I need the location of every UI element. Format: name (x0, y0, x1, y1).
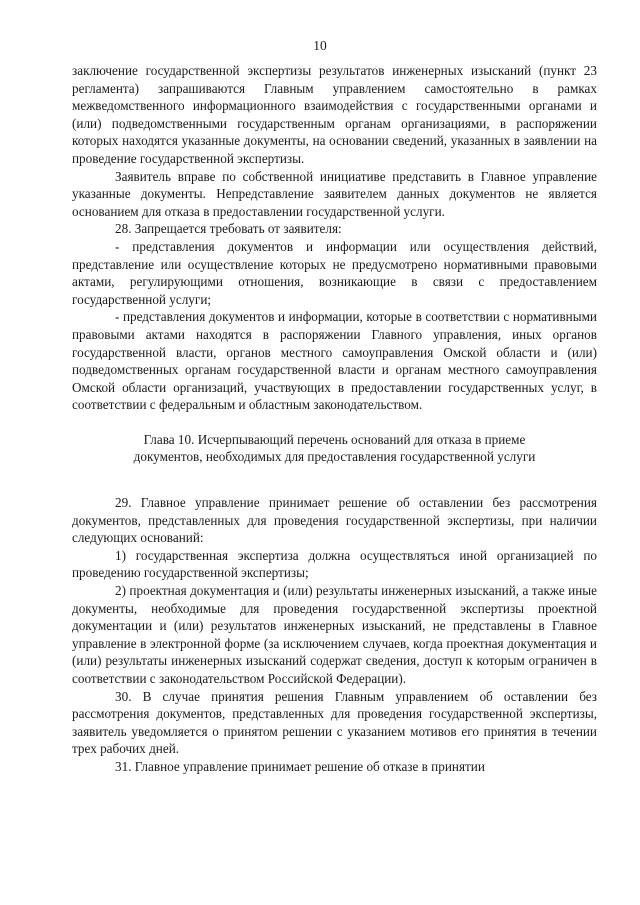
paragraph: 31. Главное управление принимает решение об отказе в принятии (115, 758, 485, 774)
document-body (72, 62, 597, 776)
paragraph: 28. Запрещается требовать от заявителя: (115, 221, 342, 237)
paragraph: заключение государственной экспертизы результатов инженерных изысканий (пункт 23 регламента) запрашиваются Главным управлением самостоятельно в рамках межведомственного информационного взаимодействия с государственными органами и (или) подведомственными государственным органам организациями, в распоряжении которых находятся указанные документы, на основании сведений, указанных в заявлении на проведение государственной экспертизы. (72, 63, 597, 166)
paragraph: - представления документов и информации или осуществления действий, представление или осуществление которых не предусмотрено нормативными правовыми актами, регулирующими отношения, возникающие в связи с предоставлением государственной услуги; (72, 238, 597, 307)
chapter-heading: Глава 10. Исчерпывающий перечень оснований для отказа в приеме документов, необходимых для предоставления государственной услуги (133, 431, 536, 465)
page-number: 10 (313, 38, 327, 53)
paragraph: 2) проектная документация и (или) результаты инженерных изысканий, а также иные документы, необходимые для проведения государственной экспертизы проектной документации и (или) результатов инженерных изысканий, не представлены в Главное управление в электронной форме (за исключением случаев, когда проектная документация и (или) результаты инженерных изысканий содержат сведения, доступ к которым ограничен в соответствии с законодательством Российской Федерации). (72, 583, 597, 686)
paragraph: Заявитель вправе по собственной инициативе представить в Главное управление указанные документы. Непредставление заявителем данных документов не является основанием для отказа в предоставлении государственной услуги. (72, 168, 597, 219)
paragraph: 29. Главное управление принимает решение об оставлении без рассмотрения документов, представленных для проведения государственной экспертизы, при наличии следующих оснований: (72, 495, 597, 546)
paragraph: 1) государственная экспертиза должна осуществляться иной организацией по проведению государственной экспертизы; (72, 547, 597, 581)
paragraph: - представления документов и информации, которые в соответствии с нормативными правовыми актами находятся в распоряжении Главного управления, иных органов государственной власти, органов местного самоуправления Омской области и (или) подведомственных органам государственной власти и органам местного самоуправления Омской области организаций, участвующих в предоставлении государственных услуг, в соответствии с федеральным и областным законодательством. (72, 309, 597, 413)
paragraph: 30. В случае принятия решения Главным управлением об оставлении без рассмотрения документов, представленных для проведения государственной экспертизы, заявитель уведомляется о принятом решении с указанием мотивов его принятия в течении трех рабочих дней. (72, 688, 597, 757)
